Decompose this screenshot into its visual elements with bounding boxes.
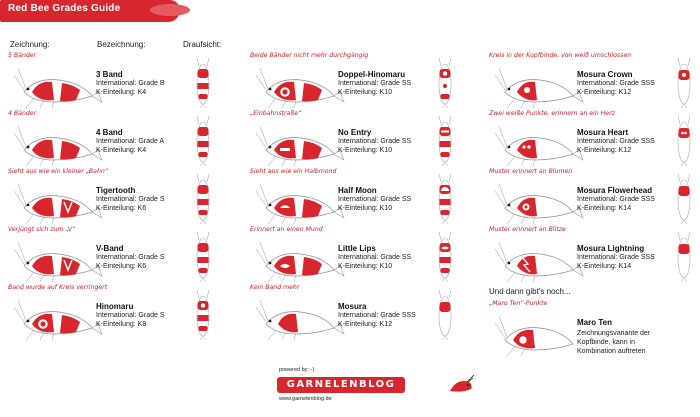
grade-international: International: Grade S xyxy=(96,254,165,261)
shrimp-top-icon xyxy=(436,58,454,108)
grade-note: Zwei weiße Punkte, erinnern an ein Herz xyxy=(489,110,615,117)
grade-international: International: Grade A xyxy=(96,138,165,145)
grade-international: International: Grade SS xyxy=(338,196,412,203)
grade-international: International: Grade SS xyxy=(338,80,412,87)
shrimp-top-icon xyxy=(675,232,693,282)
grade-name: 4 Band xyxy=(96,128,123,137)
shrimp-top-icon xyxy=(436,174,454,224)
grade-entry xyxy=(487,110,700,168)
header-bezeichnung: Bezeichnung: xyxy=(97,40,146,49)
grade-entry-maro-ten xyxy=(487,300,700,358)
footer xyxy=(275,367,415,417)
shrimp-top-icon xyxy=(194,58,212,108)
grade-name: 3 Band xyxy=(96,70,123,79)
grade-description: Zeichnungsvariante der Kopfbinde, kann in Kombination auftreten xyxy=(577,330,651,355)
shrimp-top-icon xyxy=(194,290,212,340)
grade-k-einteilung: K-Einteilung: K12 xyxy=(577,147,632,154)
grade-note: Verjüngt sich zum „V“ xyxy=(8,226,76,233)
shrimp-side-icon xyxy=(495,120,585,166)
grade-entry xyxy=(487,226,700,284)
shrimp-side-icon xyxy=(14,236,104,282)
grade-note: 4 Bänder xyxy=(8,110,37,117)
grade-entry xyxy=(6,110,231,168)
grade-entry xyxy=(6,226,231,284)
grade-entry xyxy=(248,52,473,110)
grade-note: Beide Bänder nicht mehr durchgängig xyxy=(250,52,369,59)
footer-url[interactable]: www.garnelenblog.de xyxy=(279,396,332,402)
grade-name: Hinomaru xyxy=(96,302,134,311)
garnelenblog-logo[interactable] xyxy=(277,377,405,393)
grade-k-einteilung: K-Einteilung: K8 xyxy=(96,321,147,328)
title-bar xyxy=(0,0,190,24)
grade-note: Muster erinnert an Blumen xyxy=(489,168,573,175)
grade-name: Mosura xyxy=(338,302,367,311)
shrimp-top-icon xyxy=(194,174,212,224)
grade-note: Band wurde auf Kreis verringert xyxy=(8,284,108,291)
shrimp-side-icon xyxy=(256,236,346,282)
grade-note: Erinnert an einen Mund xyxy=(250,226,323,233)
grade-k-einteilung: K-Einteilung: K4 xyxy=(96,89,147,96)
grade-k-einteilung: K-Einteilung: K12 xyxy=(338,321,393,328)
grade-name: Half Moon xyxy=(338,186,377,195)
grade-note: „Einbahnstraße“ xyxy=(250,110,302,117)
grade-k-einteilung: K-Einteilung: K10 xyxy=(338,89,393,96)
grade-entry xyxy=(248,226,473,284)
grade-name: V-Band xyxy=(96,244,124,253)
shrimp-logo-icon xyxy=(447,373,475,399)
grade-entry xyxy=(248,284,473,342)
grade-name: Tigertooth xyxy=(96,186,136,195)
grade-entry xyxy=(487,168,700,226)
powered-by: powered by :-) xyxy=(279,367,315,373)
shrimp-side-icon xyxy=(14,120,104,166)
shrimp-side-icon xyxy=(256,294,346,340)
grade-name: Mosura Heart xyxy=(577,128,629,137)
grade-k-einteilung: K-Einteilung: K6 xyxy=(96,263,147,270)
grade-international: International: Grade SSS xyxy=(577,80,655,87)
shrimp-top-icon xyxy=(675,58,693,108)
shrimp-top-icon xyxy=(675,174,693,224)
grade-note: Muster erinnert an Blitze xyxy=(489,226,566,233)
grade-international: International: Grade SSS xyxy=(577,254,655,261)
grade-international: International: Grade B xyxy=(96,80,165,87)
shrimp-side-icon xyxy=(495,310,585,356)
shrimp-side-icon xyxy=(256,120,346,166)
grade-entry xyxy=(487,52,700,110)
grade-international: International: Grade S xyxy=(96,312,165,319)
grade-international: International: Grade S xyxy=(96,196,165,203)
grade-note: Kreis in der Kopfbinde, von weiß umschlossen xyxy=(489,52,632,59)
shrimp-side-icon xyxy=(256,62,346,108)
shrimp-top-icon xyxy=(194,232,212,282)
grade-note: Kein Band mehr xyxy=(250,284,300,291)
shrimp-top-icon xyxy=(675,116,693,166)
grade-international: International: Grade SS xyxy=(338,254,412,261)
page-title: Red Bee Grades Guide xyxy=(8,3,121,14)
grade-note: 5 Bänder xyxy=(8,52,37,59)
grade-entry xyxy=(248,110,473,168)
grade-international: International: Grade SSS xyxy=(338,312,416,319)
grade-entry xyxy=(6,284,231,342)
shrimp-top-icon xyxy=(436,290,454,340)
shrimp-side-icon xyxy=(495,62,585,108)
grade-name: Mosura Lightning xyxy=(577,244,645,253)
grade-name: Maro Ten xyxy=(577,318,612,327)
grade-entry xyxy=(248,168,473,226)
grade-note: „Maro Ten“-Punkte xyxy=(489,300,548,307)
grade-entry xyxy=(6,168,231,226)
grade-name: Doppel-Hinomaru xyxy=(338,70,406,79)
grade-k-einteilung: K-Einteilung: K14 xyxy=(577,205,632,212)
grade-name: Mosura Flowerhead xyxy=(577,186,653,195)
grade-international: International: Grade SSS xyxy=(577,196,655,203)
grade-international: International: Grade SSS xyxy=(577,138,655,145)
logo-text: GARNELENBLOG xyxy=(286,379,396,390)
shrimp-side-icon xyxy=(256,178,346,224)
grade-entry xyxy=(6,52,231,110)
shrimp-side-icon xyxy=(495,178,585,224)
shrimp-side-icon xyxy=(14,294,104,340)
grade-international: International: Grade SS xyxy=(338,138,412,145)
grade-note: Sieht aus wie ein Halbmond xyxy=(250,168,337,175)
shrimp-side-icon xyxy=(495,236,585,282)
title-splash-drop xyxy=(150,4,190,16)
shrimp-top-icon xyxy=(194,116,212,166)
grade-k-einteilung: K-Einteilung: K12 xyxy=(577,89,632,96)
grade-k-einteilung: K-Einteilung: K4 xyxy=(96,147,147,154)
grade-k-einteilung: K-Einteilung: K10 xyxy=(338,205,393,212)
shrimp-top-icon xyxy=(436,116,454,166)
header-zeichnung: Zeichnung: xyxy=(10,40,50,49)
shrimp-side-icon xyxy=(14,62,104,108)
grade-k-einteilung: K-Einteilung: K10 xyxy=(338,147,393,154)
additional-heading: Und dann gibt's noch... xyxy=(489,287,571,296)
grade-name: No Entry xyxy=(338,128,372,137)
grade-name: Little Lips xyxy=(338,244,376,253)
grade-k-einteilung: K-Einteilung: K6 xyxy=(96,205,147,212)
grade-note: Sieht aus wie ein kleiner „Bahn“ xyxy=(8,168,108,175)
grade-k-einteilung: K-Einteilung: K10 xyxy=(338,263,393,270)
grade-name: Mosura Crown xyxy=(577,70,633,79)
shrimp-top-icon xyxy=(436,232,454,282)
shrimp-side-icon xyxy=(14,178,104,224)
header-draufsicht: Draufsicht: xyxy=(183,40,222,49)
grade-k-einteilung: K-Einteilung: K14 xyxy=(577,263,632,270)
